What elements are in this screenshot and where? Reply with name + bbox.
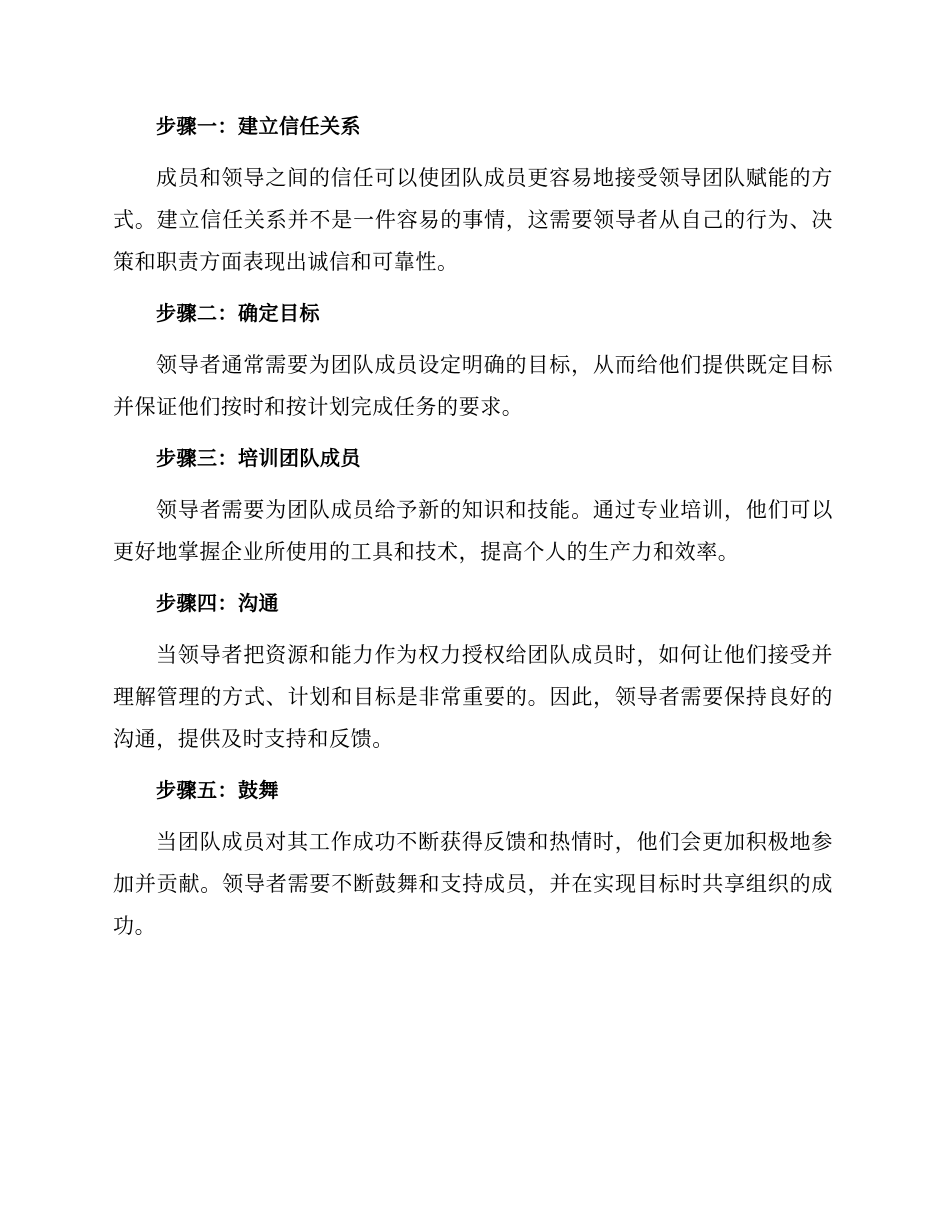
section-heading: 步骤四：沟通 bbox=[156, 591, 279, 615]
section-heading: 步骤五：鼓舞 bbox=[156, 778, 279, 802]
section-step-2 bbox=[113, 297, 833, 428]
section-heading: 步骤三：培训团队成员 bbox=[156, 446, 361, 470]
section-step-4 bbox=[113, 587, 833, 760]
section-paragraph: 成员和领导之间的信任可以使团队成员更容易地接受领导团队赋能的方式。建立信任关系并不是一件容易的事情，这需要领导者从自己的行为、决策和职责方面表现出诚信和可靠性。 bbox=[113, 166, 833, 274]
section-step-5 bbox=[113, 774, 833, 947]
section-heading: 步骤一：建立信任关系 bbox=[156, 114, 361, 138]
section-step-1 bbox=[113, 110, 833, 283]
section-paragraph: 当团队成员对其工作成功不断获得反馈和热情时，他们会更加积极地参加并贡献。领导者需要不断鼓舞和支持成员，并在实现目标时共享组织的成功。 bbox=[113, 830, 833, 938]
section-paragraph: 当领导者把资源和能力作为权力授权给团队成员时，如何让他们接受并理解管理的方式、计划和目标是非常重要的。因此，领导者需要保持良好的沟通，提供及时支持和反馈。 bbox=[113, 643, 833, 751]
section-step-3 bbox=[113, 442, 833, 573]
section-paragraph: 领导者需要为团队成员给予新的知识和技能。通过专业培训，他们可以更好地掌握企业所使用的工具和技术，提高个人的生产力和效率。 bbox=[113, 498, 833, 564]
section-heading: 步骤二：确定目标 bbox=[156, 301, 320, 325]
section-paragraph: 领导者通常需要为团队成员设定明确的目标，从而给他们提供既定目标并保证他们按时和按计划完成任务的要求。 bbox=[113, 353, 833, 419]
